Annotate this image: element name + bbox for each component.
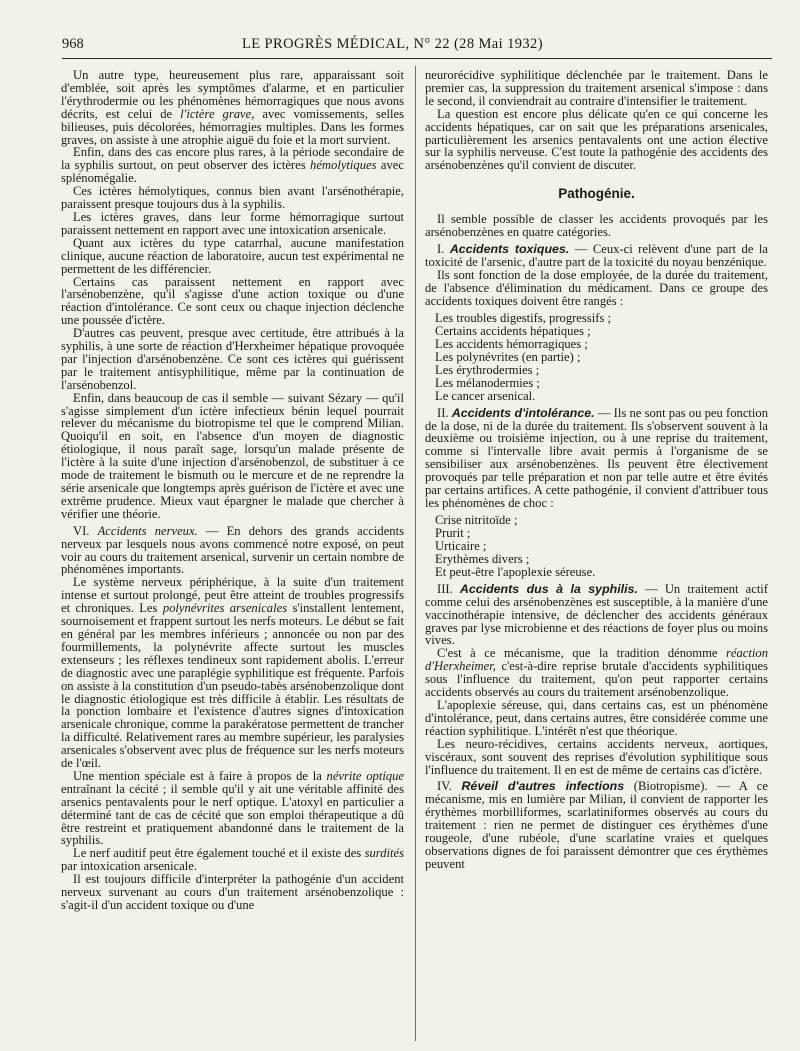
paragraph: Ces ictères hémolytiques, connus bien avant l'arsénothérapie, paraissent presque toujours dus à la syphilis. (61, 184, 404, 212)
section-vi: VI. Accidents nerveux. — En dehors des grands accidents nerveux par lesquels nous avons commencé notre exposé, on peut voir au cours du traitement arsenical, survenir un certain nombre de phénomènes importants. (61, 523, 404, 577)
column-divider (415, 66, 416, 1041)
list-item: Urticaire ; (435, 538, 487, 553)
section-title: Accidents toxiques. (449, 242, 570, 257)
paragraph: Enfin, dans beaucoup de cas il semble — suivant Sézary — qu'il s'agisse simplement d'un ictère infectieux bénin lequel pourrait relever du mécanisme du biotropisme tel que le comprend Milian. Quoiqu'il en soit, en l'absence d'un moyen de diagnostic étiologique, il nous paraît sage, lorsqu'un malade présente de l'ictère à la suite d'une injection d'arsénobenzol, de substituer à ce mode de traitement le bismuth ou le mercure et de ne reprendre la série arsenicale que longtemps après guérison de l'ictère et avec une extrême prudence. Mieux vaut épargner le malade que chercher à vérifier une théorie. (61, 390, 404, 521)
section-title: Réveil d'autres infections (461, 779, 625, 794)
paragraph: Ils sont fonction de la dose employée, de la durée du traitement, de l'absence d'élimination du médicament. Dans ce groupe des accidents toxiques doivent être rangés : (425, 267, 768, 308)
paragraph: Une mention spéciale est à faire à propos de la névrite optique entraînant la cécité ; il semble qu'il y ait une véritable affinité des arsenics pentavalents pour le nerf optique. L'atoxyl en particulier a déterminé tant de cas de cécité que son emploi thérapeutique a dû être restreint et pratiquement abandonné dans le traitement de la syphilis. (61, 768, 405, 848)
paragraph: Le nerf auditif peut être également touché et il existe des surdités par intoxication arsenicale. (61, 846, 404, 874)
list-item: Les troubles digestifs, progressifs ; (435, 310, 611, 325)
list-item: Les polynévrites (en partie) ; (435, 349, 581, 364)
section-iii: III. Accidents dus à la syphilis. — Un traitement actif comme celui des arsénobenzènes est susceptible, à la manière d'une vaccinothérapie intensive, de déclencher des accidents généraux graves par lyse microbienne et des réactions de foyer plus ou moins vives. (425, 581, 769, 648)
left-column (61, 69, 404, 912)
section-iv: IV. Réveil d'autres infections (Biotropisme). — A ce mécanisme, mis en lumière par Milian, il convient de rapporter les érythèmes morbilliformes, scarlatiniformes observés au cours du traitement : rien ne permet de distinguer ces érythèmes d'une rougeole, d'une rubéole, d'une scarlatine vraies et quelques observations dignes de foi paraissent démontrer que ces érythèmes peuvent (425, 779, 768, 871)
list-item: Prurit ; (435, 525, 471, 540)
paragraph: Les neuro-récidives, certains accidents nerveux, aortiques, viscéraux, sont souvent des reprises d'évolution syphilitique sous l'influence du traitement. Il en est de même de certains cas d'ictère. (425, 736, 768, 777)
paragraph: L'apoplexie séreuse, qui, dans certains cas, est un phénomène d'intolérance, peut, dans certains autres, être considérée comme une réaction syphilitique. L'intérêt n'est que théorique. (425, 698, 768, 738)
list-item: Erythèmes divers ; (435, 551, 530, 566)
paragraph: Certains cas paraissent nettement en rapport avec l'arsénobenzène, qu'il s'agisse d'une action toxique ou d'une réaction d'intolérance. Ce sont ceux ou chaque injection déclenche une poussée d'ictère. (61, 274, 404, 328)
list-item: Les accidents hémorragiques ; (435, 336, 588, 351)
paragraph: Un autre type, heureusement plus rare, apparaissant soit d'emblée, soit après les symptômes d'alarme, et en particulier l'érythrodermie ou les phénomènes hémorragiques que nous avons décrits, est celui de l'ictère grave, avec vomissements, selles bilieuses, puis décolorées, hémorragies multiples. Dans les formes graves, on assiste à une atrophie aiguë du foie et la mort survient. (61, 68, 404, 147)
paragraph: Le système nerveux périphérique, à la suite d'un traitement intense et surtout prolongé, peut être atteint de troubles progressifs et chroniques. Les polynévrites arsenicales s'installent lentement, sournoisement et frappent surtout les nerfs moteurs. Le début se fait en général par les membres inférieurs ; annoncée ou non par des fourmillements, la polynévrite affecte surtout les muscles extenseurs ; les réflexes tendineux sont rapidement abolis. L'erreur de diagnostic avec une paraplégie syphilitique est fréquente. Parfois on assiste à la constitution d'un pseudo-tabès arsénobenzolique dont le diagnostic étiologique est très difficile à établir. Les résultats de la ponction lombaire et l'existence d'autres signes d'intoxication arsenicale chronique, comme la parakératose permettent de trancher la difficulté. Relativement rares au membre supérieur, les paralysies arsenicales s'observent avec plus de fréquence sur les nerfs moteurs de l'œil. (61, 575, 404, 771)
right-column (425, 69, 768, 871)
section-title: Accidents d'intolérance. (451, 405, 595, 420)
list-item: Les mélanodermies ; (435, 375, 540, 390)
section-title: Accidents dus à la syphilis. (459, 581, 638, 596)
journal-title: LE PROGRÈS MÉDICAL, N° 22 (28 Mai 1932) (242, 36, 543, 52)
page-header (62, 34, 772, 54)
paragraph: La question est encore plus délicate qu'en ce qui concerne les accidents hépatiques, car on sait que les préparations arsenicales, particulièrement les arsenics pentavalents ont une action élective sur la syphilis nerveuse. C'est toute la pathogénie des accidents des arsénobenzènes qu'il convient de discuter. (425, 106, 768, 173)
paragraph: Il semble possible de classer les accidents provoqués par les arsénobenzènes en quatre catégories. (425, 212, 768, 240)
section-title: Accidents nerveux. (97, 523, 198, 538)
list-item: Certains accidents hépatiques ; (435, 323, 591, 338)
paragraph: Enfin, dans des cas encore plus rares, à la période secondaire de la syphilis surtout, on peut observer des ictères hémolytiques avec splénomégalie. (61, 145, 404, 186)
section-ii: II. Accidents d'intolérance. — Ils ne sont pas ou peu fonction de la dose, ni de la durée du traitement. Ils s'observent souvent à la deuxième ou troisième injection, ou à une reprise du traitement, comme si l'intervalle libre avait permis à l'organisme de se sensibiliser aux arsénobenzènes. Ils peuvent être électivement provoqués par telle préparation et non par telle autre et être évités par certains artifices. A cette pathogénie, il convient d'attribuer tous les phénomènes de choc : (425, 405, 769, 510)
section-heading-pathogenie: Pathogénie. (558, 186, 635, 202)
list-item: Le cancer arsenical. (435, 388, 536, 403)
paragraph: C'est à ce mécanisme, que la tradition dénomme réaction d'Herxheimer, c'est-à-dire reprise brutale d'accidents syphilitiques sous l'influence du traitement, qu'on peut rapporter certains accidents observés au cours du traitement arsénobenzolique. (425, 646, 768, 700)
paragraph: Il est toujours difficile d'interpréter la pathogénie d'un accident nerveux survenant au cours d'un traitement arsénobenzolique : s'agit-il d'un accident toxique ou d'une (61, 872, 404, 912)
paragraph: Quant aux ictères du type catarrhal, aucune manifestation clinique, aucune réaction de laboratoire, aucun test expérimental ne permettent de les différencier. (61, 235, 404, 276)
page-number: 968 (62, 36, 84, 52)
paragraph: neurorécidive syphilitique déclenchée par le traitement. Dans le premier cas, la suppression du traitement arsenical s'impose : dans le second, il conviendrait au contraire d'intensifier le traitement. (425, 68, 768, 108)
list-item: Et peut-être l'apoplexie séreuse. (435, 564, 596, 579)
paragraph: Les ictères graves, dans leur forme hémorragique surtout paraissent nettement en rapport avec une intoxication arsenicale. (61, 209, 404, 237)
toxic-accidents-list (425, 312, 768, 403)
intolerance-list (425, 514, 768, 579)
section-i: I. Accidents toxiques. — Ceux-ci relèvent d'une part de la toxicité de l'arsenic, d'autre part de la toxicité du noyau benzénique. (425, 242, 769, 269)
list-item: Les érythrodermies ; (435, 362, 540, 377)
header-rule (62, 58, 772, 59)
paragraph: D'autres cas peuvent, presque avec certitude, être attribués à la syphilis, à une sorte de réaction d'Herxheimer hépatique provoquée par l'injection d'arsénobenzène. Ce sont ces ictères qui guérissent par le traitement antisyphilitique, même par la continuation de l'arsénobenzol. (61, 326, 404, 392)
list-item: Crise nitritoïde ; (435, 512, 518, 527)
